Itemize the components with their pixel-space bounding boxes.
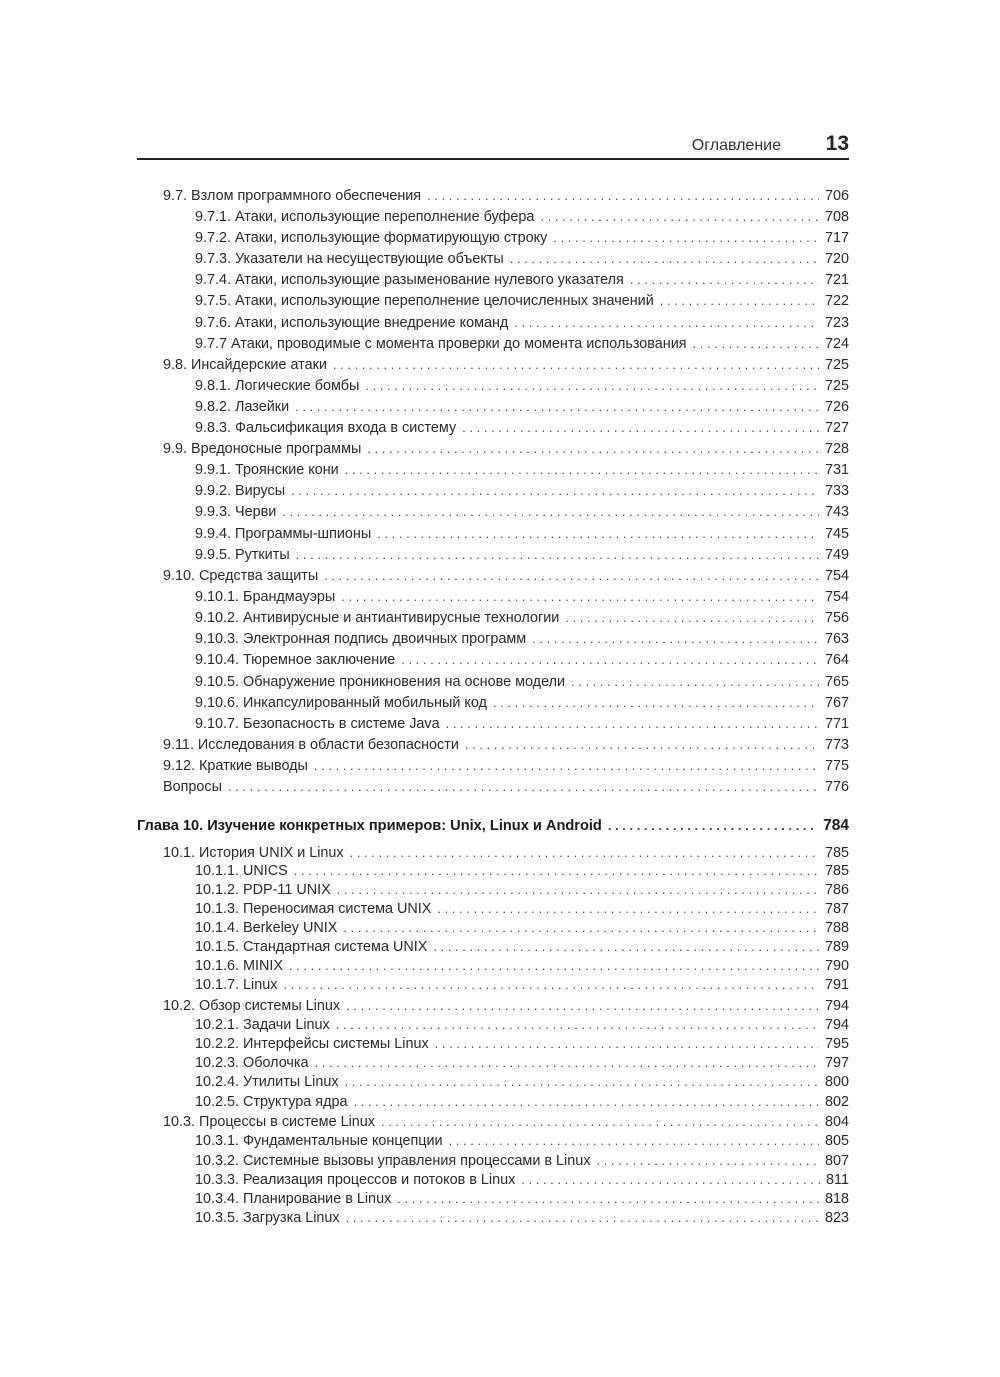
toc-entry-page: 785	[824, 845, 849, 861]
dot-leader	[514, 315, 819, 330]
toc-entry-page: 767	[824, 695, 849, 711]
toc-entry[interactable]	[195, 652, 849, 668]
toc-entry-page: 823	[824, 1210, 849, 1226]
toc-entry[interactable]	[195, 716, 849, 732]
toc-entry[interactable]	[195, 1172, 849, 1188]
dot-leader	[346, 998, 819, 1013]
running-header	[137, 128, 849, 158]
toc-entry-title: 9.8. Инсайдерские атаки	[163, 357, 327, 373]
toc-entry[interactable]	[195, 674, 849, 690]
toc-entry-page: 811	[826, 1172, 849, 1188]
toc-entry[interactable]	[195, 1074, 849, 1090]
toc-entry-title: 9.10.1. Брандмауэры	[195, 589, 336, 605]
toc-entry[interactable]	[195, 251, 849, 267]
dot-leader	[397, 1191, 819, 1206]
toc-entry[interactable]	[163, 1114, 849, 1130]
toc-entry-title: 10.3.4. Планирование в Linux	[195, 1191, 392, 1207]
dot-leader	[345, 462, 819, 477]
dot-leader	[401, 652, 819, 667]
toc-entry-page: 725	[824, 378, 849, 394]
toc-entry-title: Вопросы	[163, 779, 222, 795]
toc-entry-page: 727	[824, 420, 849, 436]
dot-leader	[283, 977, 819, 992]
toc-entry-title: 9.9.3. Черви	[195, 504, 277, 520]
toc-entry[interactable]	[195, 315, 849, 331]
dot-leader	[289, 958, 819, 973]
dot-leader	[377, 526, 819, 541]
toc-entry[interactable]	[195, 958, 849, 974]
toc-entry-page: 789	[824, 939, 849, 955]
page-number: 13	[825, 132, 849, 155]
dot-leader	[660, 293, 819, 308]
toc-entry[interactable]	[163, 758, 849, 774]
toc-entry[interactable]	[163, 737, 849, 753]
toc-entry-title: 9.9.2. Вирусы	[195, 483, 286, 499]
toc-entry[interactable]	[195, 1017, 849, 1033]
toc-entry-page: 726	[824, 399, 849, 415]
toc-entry[interactable]	[195, 631, 849, 647]
dot-leader	[367, 441, 819, 456]
toc-entry[interactable]	[195, 863, 849, 879]
toc-entry-title: 9.8.2. Лазейки	[195, 399, 290, 415]
dot-leader	[296, 547, 819, 562]
toc-entry[interactable]	[163, 357, 849, 373]
toc-entry[interactable]	[195, 209, 849, 225]
toc-entry-title: 10.1.2. PDP-11 UNIX	[195, 882, 331, 898]
toc-entry-page: 804	[824, 1114, 849, 1130]
toc-entry-title: 9.10.4. Тюремное заключение	[195, 652, 396, 668]
dot-leader	[532, 631, 819, 646]
dot-leader	[350, 845, 819, 860]
dot-leader	[381, 1114, 819, 1129]
toc-entry-page: 754	[824, 568, 849, 584]
toc-entry-page: 708	[824, 209, 849, 225]
dot-leader	[353, 1094, 819, 1109]
toc-entry-page: 797	[824, 1055, 849, 1071]
toc-entry-page: 749	[824, 547, 849, 563]
toc-entry-title: 10.3.1. Фундаментальные концепции	[195, 1133, 443, 1149]
toc-entry-page: 754	[824, 589, 849, 605]
dot-leader	[437, 901, 819, 916]
toc-entry-title: 9.9.1. Троянские кони	[195, 462, 339, 478]
toc-entry-page: 784	[823, 817, 849, 834]
dot-leader	[294, 863, 819, 878]
toc-entry-title: 10.3.2. Системные вызовы управления процессами в Linux	[195, 1153, 591, 1169]
dot-leader	[228, 779, 819, 794]
toc-entry-page: 725	[824, 357, 849, 373]
dot-leader	[521, 1172, 820, 1187]
dot-leader	[337, 882, 819, 897]
toc-entry[interactable]	[195, 272, 849, 288]
toc-entry-title: 9.10.2. Антивирусные и антиантивирусные технологии	[195, 610, 560, 626]
dot-leader	[282, 504, 819, 519]
toc-entry[interactable]	[195, 920, 849, 936]
toc-entry-title: Глава 10. Изучение конкретных примеров: Unix, Linux и Android	[137, 818, 602, 834]
toc-entry-title: 10.1.6. MINIX	[195, 958, 283, 974]
toc-entry[interactable]	[195, 230, 849, 246]
dot-leader	[596, 1153, 819, 1168]
toc-entry-page: 787	[824, 901, 849, 917]
toc-entry-page: 724	[824, 336, 849, 352]
toc-entry[interactable]	[195, 695, 849, 711]
toc-entry-page: 733	[824, 483, 849, 499]
toc-entry-title: 9.9. Вредоносные программы	[163, 441, 362, 457]
dot-leader	[324, 568, 819, 583]
toc-entry-title: 9.7.4. Атаки, использующие разыменование нулевого указателя	[195, 272, 624, 288]
toc-entry-page: 723	[824, 315, 849, 331]
toc-entry-title: 9.7.2. Атаки, использующие форматирующую строку	[195, 230, 548, 246]
toc-entry-page: 790	[824, 958, 849, 974]
dot-leader	[571, 674, 819, 689]
toc-entry-page: 794	[824, 998, 849, 1014]
toc-entry-title: 10.2.4. Утилиты Linux	[195, 1074, 339, 1090]
toc-entry-title: 9.7. Взлом программного обеспечения	[163, 188, 422, 204]
toc-entry-title: 9.9.5. Руткиты	[195, 547, 290, 563]
toc-entry[interactable]	[195, 293, 849, 309]
toc-entry-page: 786	[824, 882, 849, 898]
toc-entry[interactable]	[195, 1191, 849, 1207]
toc-entry-page: 728	[824, 441, 849, 457]
toc-chapter-entry[interactable]	[137, 817, 849, 835]
toc-entry[interactable]	[163, 441, 849, 457]
toc-entry[interactable]	[195, 1210, 849, 1226]
dot-leader	[446, 716, 819, 731]
toc-entry-title: 9.7.5. Атаки, использующие переполнение целочисленных значений	[195, 293, 654, 309]
toc-entry-page: 706	[824, 188, 849, 204]
toc-entry[interactable]	[195, 882, 849, 898]
toc-entry-title: 9.10.7. Безопасность в системе Java	[195, 716, 440, 732]
toc-entry[interactable]	[195, 1036, 849, 1052]
toc-entry[interactable]	[195, 977, 849, 993]
toc-entry-page: 731	[824, 462, 849, 478]
dot-leader	[345, 1074, 819, 1089]
toc-entry-page: 800	[824, 1074, 849, 1090]
toc-entry-title: 9.9.4. Программы-шпионы	[195, 526, 372, 542]
dot-leader	[315, 1055, 819, 1070]
toc-entry-title: 9.10.6. Инкапсулированный мобильный код	[195, 695, 487, 711]
toc-entry-page: 776	[824, 779, 849, 795]
toc-entry-title: 10.2.2. Интерфейсы системы Linux	[195, 1036, 429, 1052]
toc-entry-title: 9.12. Краткие выводы	[163, 758, 308, 774]
dot-leader	[295, 399, 819, 414]
dot-leader	[553, 230, 819, 245]
toc-entry[interactable]	[195, 462, 849, 478]
toc-entry-page: 791	[824, 977, 849, 993]
toc-entry-title: 10.1.4. Berkeley UNIX	[195, 920, 338, 936]
dot-leader	[565, 610, 819, 625]
toc-entry-page: 773	[824, 737, 849, 753]
toc-entry[interactable]	[195, 336, 849, 352]
toc-entry[interactable]	[195, 399, 849, 415]
dot-leader	[343, 920, 819, 935]
toc-entry-title: 9.8.1. Логические бомбы	[195, 378, 360, 394]
dot-leader	[336, 1017, 819, 1032]
toc-entry-page: 722	[824, 293, 849, 309]
dot-leader	[693, 336, 819, 351]
dot-leader	[462, 420, 819, 435]
toc-entry-title: 10.1. История UNIX и Linux	[163, 845, 344, 861]
toc-entry-page: 802	[824, 1094, 849, 1110]
toc-entry[interactable]	[195, 1094, 849, 1110]
toc-entry[interactable]	[195, 483, 849, 499]
dot-leader	[365, 378, 819, 393]
toc-entry-title: 10.2.5. Структура ядра	[195, 1094, 348, 1110]
toc-entry-title: 10.2.3. Оболочка	[195, 1055, 309, 1071]
dot-leader	[608, 818, 817, 833]
toc-entry[interactable]	[195, 1055, 849, 1071]
toc-entry-title: 9.10. Средства защиты	[163, 568, 319, 584]
dot-leader	[540, 209, 819, 224]
toc-entry-title: 9.7.6. Атаки, использующие внедрение команд	[195, 315, 509, 331]
toc-entry[interactable]	[195, 901, 849, 917]
toc-entry-title: 10.1.7. Linux	[195, 977, 278, 993]
toc-entry[interactable]	[195, 547, 849, 563]
toc-entry[interactable]	[195, 378, 849, 394]
toc-entry-page: 788	[824, 920, 849, 936]
header-rule	[137, 158, 849, 160]
toc-entry-title: 9.7.7 Атаки, проводимые с момента проверки до момента использования	[195, 336, 687, 352]
toc-entry-page: 764	[824, 652, 849, 668]
dot-leader	[435, 1036, 819, 1051]
toc-entry-page: 771	[824, 716, 849, 732]
toc-entry-title: 9.10.5. Обнаружение проникновения на основе модели	[195, 674, 566, 690]
toc-entry[interactable]	[195, 420, 849, 436]
toc-entry-title: 10.2.1. Задачи Linux	[195, 1017, 330, 1033]
dot-leader	[427, 188, 819, 203]
toc-entry-page: 795	[824, 1036, 849, 1052]
toc-entry-page: 775	[824, 758, 849, 774]
toc-entry[interactable]	[195, 1133, 849, 1149]
toc-entry-page: 794	[824, 1017, 849, 1033]
toc-entry[interactable]	[163, 568, 849, 584]
toc-entry-title: 9.7.1. Атаки, использующие переполнение буфера	[195, 209, 535, 225]
toc-entry-title: 10.3.3. Реализация процессов и потоков в Linux	[195, 1172, 516, 1188]
toc-entry-page: 745	[824, 526, 849, 542]
toc-entry-title: 9.7.3. Указатели на несуществующие объекты	[195, 251, 504, 267]
toc-entry-page: 818	[824, 1191, 849, 1207]
dot-leader	[433, 939, 819, 954]
toc-entry-page: 763	[824, 631, 849, 647]
dot-leader	[465, 737, 819, 752]
toc-entry-page: 805	[824, 1133, 849, 1149]
toc-entry-page: 807	[824, 1153, 849, 1169]
toc-entry[interactable]	[195, 939, 849, 955]
dot-leader	[341, 589, 819, 604]
dot-leader	[314, 758, 819, 773]
toc-entry[interactable]	[195, 589, 849, 605]
toc-entry-page: 720	[824, 251, 849, 267]
dot-leader	[493, 695, 819, 710]
dot-leader	[346, 1210, 819, 1225]
running-header-title: Оглавление	[691, 137, 781, 154]
toc-entry-page: 743	[824, 504, 849, 520]
toc-entry[interactable]	[195, 504, 849, 520]
toc-entry-title: 9.11. Исследования в области безопасности	[163, 737, 459, 753]
toc-entry-title: 10.1.3. Переносимая система UNIX	[195, 901, 432, 917]
toc-entry-page: 785	[824, 863, 849, 879]
toc-entry-title: 10.1.5. Стандартная система UNIX	[195, 939, 428, 955]
dot-leader	[449, 1133, 819, 1148]
toc-entry-page: 717	[824, 230, 849, 246]
toc-entry-title: 9.10.3. Электронная подпись двоичных программ	[195, 631, 527, 647]
toc-entry[interactable]	[195, 526, 849, 542]
toc-entry-title: 10.1.1. UNICS	[195, 863, 288, 879]
toc-entry[interactable]	[163, 845, 849, 861]
dot-leader	[291, 483, 819, 498]
toc-entry-title: 10.2. Обзор системы Linux	[163, 998, 341, 1014]
toc-entry-page: 756	[824, 610, 849, 626]
toc-entry[interactable]	[195, 610, 849, 626]
toc-entry[interactable]	[163, 188, 849, 204]
toc-entry-title: 9.8.3. Фальсификация входа в систему	[195, 420, 457, 436]
toc-entry[interactable]	[163, 998, 849, 1014]
dot-leader	[333, 357, 819, 372]
dot-leader	[510, 251, 819, 266]
toc-entry-page: 721	[824, 272, 849, 288]
dot-leader	[630, 272, 819, 287]
toc-entry[interactable]	[195, 1153, 849, 1169]
toc-entry-page: 765	[824, 674, 849, 690]
toc-entry-title: 10.3. Процессы в системе Linux	[163, 1114, 375, 1130]
toc-entry-title: 10.3.5. Загрузка Linux	[195, 1210, 340, 1226]
toc-entry[interactable]	[163, 779, 849, 795]
